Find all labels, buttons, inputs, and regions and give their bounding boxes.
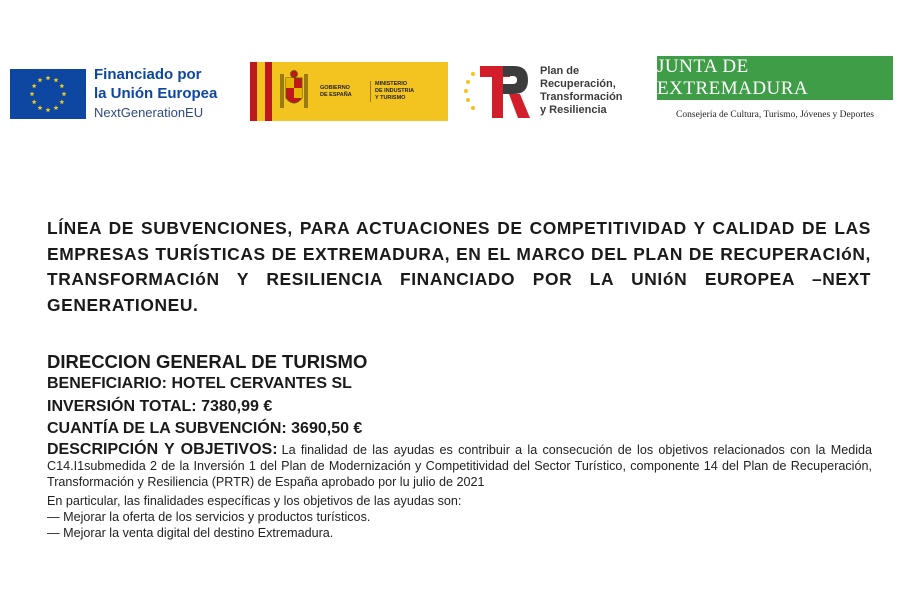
eu-flag-icon	[10, 69, 86, 119]
grant-details	[47, 350, 872, 541]
logo-strip	[0, 0, 900, 150]
junta-subtitle: Consejería de Cultura, Turismo, Jóvenes y Deportes	[676, 110, 874, 120]
eu-logo-line2: la Unión Europea	[94, 85, 218, 102]
eu-star-icon	[38, 105, 43, 110]
eu-star-icon	[46, 75, 51, 80]
descripcion-text: La finalidad de las ayudas es contribuir a la consecución de los objetivos relacionados con la Medida C14.I1submedida 2 de la Inversión 1 del Plan de Modernización y Competitividad del Sector Turístico, componente 14 del Plan de Recuperación, Transformación y Resiliencia (PRTR) de España aprobado por lu julio de 2021	[47, 442, 873, 489]
eu-star-icon	[59, 83, 64, 88]
prtr-logo	[462, 60, 623, 122]
spain-flag-stripe	[250, 62, 272, 121]
gobierno-espana-logo	[250, 62, 448, 121]
beneficiario: BENEFICIARIO: HOTEL CERVANTES SL	[47, 375, 352, 392]
prtr-line4: y Resiliencia	[540, 104, 607, 116]
coat-of-arms-icon	[272, 62, 316, 121]
direccion-general: DIRECCION GENERAL DE TURISMO	[47, 351, 368, 372]
descripcion-objetivos	[47, 442, 872, 490]
eu-logo-line1: Financiado por	[94, 66, 202, 83]
inversion-total: INVERSIÓN TOTAL: 7380,99 €	[47, 397, 273, 415]
gobierno-line1: GOBIERNO	[320, 84, 350, 91]
prtr-line3: Transformación	[540, 91, 623, 103]
cuantia-subvencion: CUANTÍA DE LA SUBVENCIÓN: 3690,50 €	[47, 420, 363, 437]
eu-star-icon	[54, 77, 59, 82]
ministerio-line3: Y TURISMO	[375, 95, 406, 101]
prtr-r-icon	[462, 60, 534, 122]
eu-star-icon	[32, 83, 37, 88]
eu-star-icon	[46, 107, 51, 112]
ministerio-line1: MINISTERIO	[375, 81, 408, 87]
objetivos-intro: En particular, las finalidades específicas y los objetivos de las ayudas son:	[47, 493, 462, 508]
junta-name: JUNTA DE EXTREMADURA	[657, 56, 893, 100]
eu-star-icon	[54, 105, 59, 110]
gobierno-line2: DE ESPAÑA	[320, 91, 352, 98]
objetivo-item-2: — Mejorar la venta digital del destino Extremadura.	[47, 525, 334, 540]
ministerio-line2: DE INDUSTRIA	[375, 88, 415, 94]
eu-star-icon	[38, 77, 43, 82]
descripcion-label: DESCRIPCIÓN Y OBJETIVOS:	[47, 440, 278, 458]
eu-star-icon	[32, 99, 37, 104]
eu-logo-line3: NextGenerationEU	[94, 105, 204, 120]
eu-star-icon	[59, 99, 64, 104]
objetivo-item-1: — Mejorar la oferta de los servicios y productos turísticos.	[47, 509, 371, 524]
prtr-line1: Plan de	[540, 65, 580, 77]
document-heading: LÍNEA DE SUBVENCIONES, PARA ACTUACIONES DE COMPETITIVIDAD Y CALIDAD DE LAS EMPRESAS TURÍSTICAS DE EXTREMADURA, EN EL MARCO DEL PLAN DE RECUPERACIóN, TRANSFORMACIóN Y RESILIENCIA FINANCIADO POR LA UNIóN EUROPEA –NEXT GENERATIONEU.	[47, 218, 871, 315]
eu-funding-logo	[10, 65, 217, 122]
prtr-line2: Recuperación,	[540, 78, 616, 90]
junta-extremadura-logo	[657, 56, 893, 120]
eu-star-icon	[30, 91, 35, 96]
eu-star-icon	[62, 91, 67, 96]
